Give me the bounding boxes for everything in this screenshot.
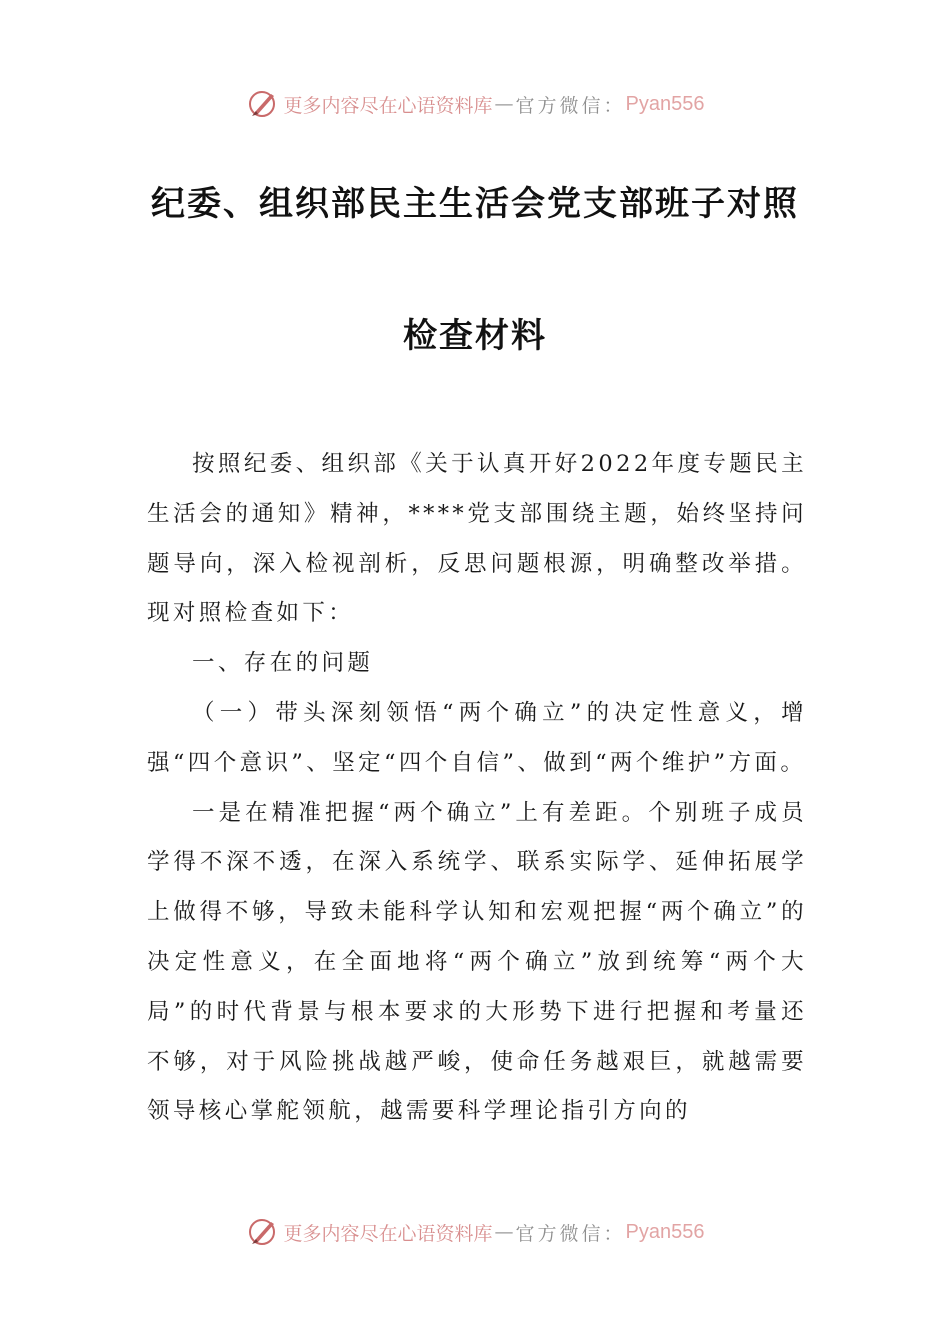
- watermark-header: [0, 84, 950, 124]
- watermark-dash: —: [494, 1221, 514, 1243]
- watermark-label: 官方微信：: [515, 94, 626, 117]
- watermark-wechat-id: Pyan556: [625, 92, 705, 115]
- section-heading: 一、存在的问题: [192, 650, 374, 677]
- watermark-label: 官方微信：: [515, 1222, 626, 1245]
- pen-logo-icon: [246, 1215, 280, 1249]
- watermark-wechat-id: Pyan556: [625, 1220, 705, 1243]
- watermark-footer: [0, 1212, 950, 1252]
- document-title-line-2: 检查材料: [403, 316, 547, 356]
- watermark-main-text: 更多内容尽在心语资料库: [283, 1222, 493, 1245]
- subsection-heading: （一）带头深刻领悟“两个确立”的决定性意义，增强“四个意识”、坚定“四个自信”、做到“两个维护”方面。: [147, 699, 807, 776]
- document-body: [147, 440, 807, 1137]
- body-paragraph: 一是在精准把握“两个确立”上有差距。个别班子成员学得不深不透，在深入系统学、联系实际学、延伸拓展学上做得不够，导致未能科学认知和宏观把握“两个确立”的决定性意义，在全面地将“两个确立”放到统筹“两个大局”的时代背景与根本要求的大形势下进行把握和考量还不够，对于风险挑战越严峻，使命任务越艰巨，就越需要领导核心掌舵领航，越需要科学理论指引方向的: [147, 799, 807, 1125]
- pen-logo-icon: [246, 87, 280, 121]
- document-title-line-1: 纪委、组织部民主生活会党支部班子对照: [151, 184, 799, 224]
- intro-paragraph: 按照纪委、组织部《关于认真开好2022年度专题民主生活会的通知》精神，****党支部围绕主题，始终坚持问题导向，深入检视剖析，反思问题根源，明确整改举措。现对照检查如下：: [147, 451, 807, 627]
- watermark-dash: —: [494, 93, 514, 115]
- watermark-main-text: 更多内容尽在心语资料库: [283, 94, 493, 117]
